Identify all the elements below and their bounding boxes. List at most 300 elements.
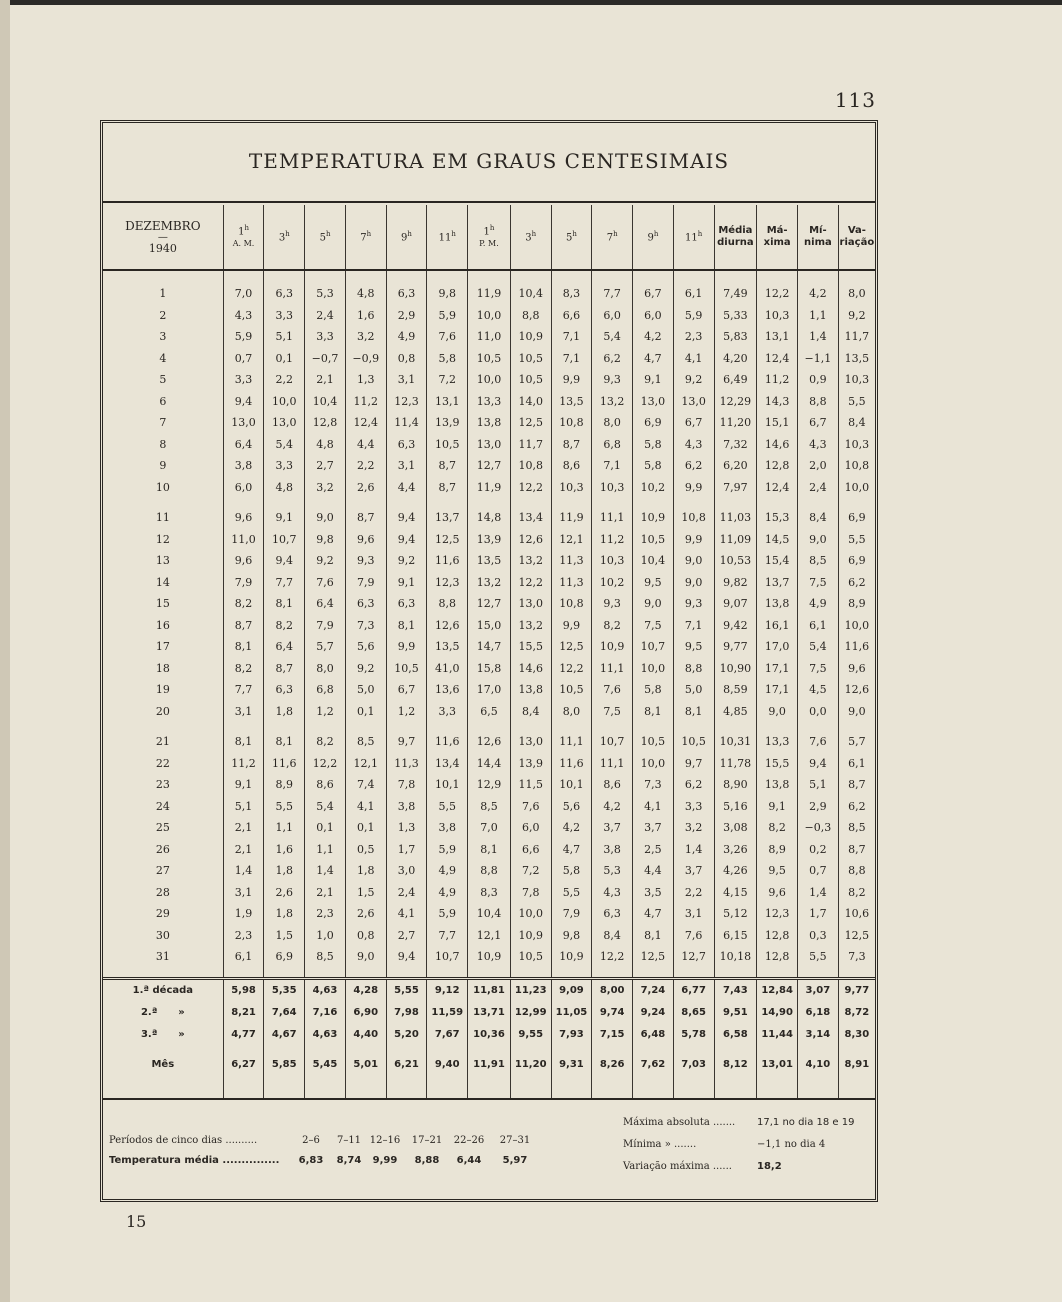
temperature-cell: 5,4 — [264, 434, 305, 456]
page-left-edge — [0, 0, 10, 1302]
temperature-cell: 7,7 — [427, 925, 468, 947]
day-row — [103, 550, 875, 572]
temperature-cell: 9,6 — [223, 507, 264, 529]
spacer-cell — [264, 1084, 305, 1099]
temperature-cell: 13,8 — [757, 774, 798, 796]
temperature-cell: 6,1 — [798, 615, 839, 637]
temperature-cell: 12,2 — [305, 753, 346, 775]
temperature-cell: 9,0 — [798, 529, 839, 551]
temperature-cell: 6,3 — [386, 283, 427, 305]
temperature-cell: 5,4 — [592, 326, 633, 348]
decade-value: 9,24 — [633, 1002, 674, 1024]
title-rule — [103, 201, 875, 203]
temperature-cell: 8,5 — [798, 550, 839, 572]
spacer-cell — [757, 722, 798, 731]
temperature-cell: 8,2 — [223, 593, 264, 615]
temperature-cell: 10,9 — [510, 326, 551, 348]
temperature-cell: 6,49 — [714, 369, 757, 391]
temperature-cell: 2,4 — [386, 882, 427, 904]
decade-value: 8,72 — [838, 1002, 875, 1024]
temperature-cell: 4,3 — [223, 305, 264, 327]
temperature-cell: 10,0 — [510, 903, 551, 925]
temperature-cell: 11,6 — [427, 550, 468, 572]
temperature-cell: 8,0 — [592, 412, 633, 434]
temperature-cell: 7,6 — [510, 796, 551, 818]
decade-value: 7,15 — [592, 1024, 633, 1046]
temperature-cell: 7,1 — [551, 326, 592, 348]
temperature-cell: 6,4 — [264, 636, 305, 658]
hour-num: 7 — [360, 232, 367, 244]
temperature-cell: 10,8 — [551, 412, 592, 434]
temperature-cell: 8,1 — [223, 636, 264, 658]
spacer-cell — [757, 1084, 798, 1099]
decade-value: 3,14 — [798, 1024, 839, 1046]
temperature-cell: 9,42 — [714, 615, 757, 637]
spacer-cell — [838, 270, 875, 283]
temperature-cell: 12,5 — [551, 636, 592, 658]
temperature-cell: 12,1 — [551, 529, 592, 551]
temperature-cell: 5,8 — [427, 348, 468, 370]
temperature-cell: 9,2 — [673, 369, 714, 391]
page-title: TEMPERATURA EM GRAUS CENTESIMAIS — [248, 149, 730, 173]
temperature-cell: 0,7 — [223, 348, 264, 370]
temperature-cell: 10,9 — [468, 946, 511, 968]
temperature-cell: 8,1 — [264, 593, 305, 615]
min-value: −1,1 no dia 4 — [757, 1139, 826, 1150]
hour-header-7pm — [592, 205, 633, 270]
table-bottom-row — [103, 1084, 875, 1099]
temperature-cell: 7,7 — [592, 283, 633, 305]
temperature-cell: 4,2 — [798, 283, 839, 305]
spacer-cell — [838, 1084, 875, 1099]
temperature-cell: 7,6 — [798, 731, 839, 753]
day-number: 3 — [159, 330, 167, 344]
header-line: Má- — [766, 225, 788, 236]
temperature-cell: 5,9 — [427, 903, 468, 925]
period-temp: 6,44 — [456, 1155, 482, 1166]
temperature-cell: 1,2 — [386, 701, 427, 723]
temperature-cell: 9,0 — [305, 507, 346, 529]
temperature-cell: 5,5 — [551, 882, 592, 904]
hour-sup: h — [407, 229, 412, 238]
header-line: Mí- — [809, 225, 827, 236]
temperature-cell: 11,7 — [510, 434, 551, 456]
temperature-cell: −0,7 — [305, 348, 346, 370]
temperature-cell: 12,2 — [592, 946, 633, 968]
decade-row — [103, 1024, 875, 1046]
temperature-cell: 8,7 — [427, 477, 468, 499]
temperature-cell: 0,2 — [798, 839, 839, 861]
temperature-cell: 12,3 — [427, 572, 468, 594]
temperature-cell: 8,2 — [757, 817, 798, 839]
temperature-cell: 8,2 — [305, 731, 346, 753]
temperature-cell: 13,2 — [592, 391, 633, 413]
temperature-cell: 13,3 — [468, 391, 511, 413]
period-temp: 8,74 — [336, 1155, 362, 1166]
decade-value: 8,30 — [838, 1024, 875, 1046]
temperature-cell: 12,4 — [757, 348, 798, 370]
temperature-cell: 6,8 — [305, 679, 346, 701]
temperature-cell: 5,9 — [223, 326, 264, 348]
temperature-cell: 12,7 — [673, 946, 714, 968]
temperature-cell: 16,1 — [757, 615, 798, 637]
temperature-cell: 10,3 — [757, 305, 798, 327]
temperature-cell: 3,7 — [592, 817, 633, 839]
temperature-cell: 10,5 — [633, 731, 674, 753]
temperature-cell: 9,9 — [551, 615, 592, 637]
decade-label: 1.ª década — [103, 978, 223, 1002]
temperature-cell: 9,1 — [757, 796, 798, 818]
decade-value: 4,28 — [345, 978, 386, 1002]
temperature-cell: 8,0 — [305, 658, 346, 680]
spacer-cell — [551, 722, 592, 731]
temperature-cell: 0,7 — [798, 860, 839, 882]
period-value: 17–21 — [411, 1135, 443, 1146]
decade-value: 4,40 — [345, 1024, 386, 1046]
period-value: 12–16 — [369, 1135, 401, 1146]
temperature-cell: 4,15 — [714, 882, 757, 904]
temperature-cell: 15,4 — [757, 550, 798, 572]
temperature-cell: 5,4 — [798, 636, 839, 658]
temperature-cell: 4,3 — [592, 882, 633, 904]
temperature-cell: 9,0 — [757, 701, 798, 723]
temperature-cell: 6,2 — [592, 348, 633, 370]
temperature-cell: 8,7 — [264, 658, 305, 680]
temperature-cell: 1,7 — [798, 903, 839, 925]
temperature-cell: 8,5 — [838, 817, 875, 839]
spacer-cell — [223, 968, 264, 979]
temperature-cell: 10,7 — [427, 946, 468, 968]
day-number: 4 — [159, 351, 167, 365]
month-value: 8,26 — [592, 1046, 633, 1084]
temperature-cell: 3,3 — [305, 326, 346, 348]
temperature-cell: 9,9 — [673, 477, 714, 499]
temperature-cell: 9,7 — [673, 753, 714, 775]
temperature-cell: 13,0 — [673, 391, 714, 413]
spacer-cell — [510, 498, 551, 507]
spacer-cell — [264, 968, 305, 979]
spacer-cell — [427, 968, 468, 979]
decade-value: 11,44 — [757, 1024, 798, 1046]
temperature-cell: 3,1 — [386, 455, 427, 477]
temperature-cell: 10,2 — [592, 572, 633, 594]
temperature-cell: 12,7 — [468, 455, 511, 477]
variacao-header — [838, 205, 875, 270]
temperature-cell: 11,4 — [386, 412, 427, 434]
temperature-cell: 11,9 — [468, 283, 511, 305]
decade-value: 8,65 — [673, 1002, 714, 1024]
temperature-cell: 15,0 — [468, 615, 511, 637]
decade-label: 3.ª » — [140, 1029, 185, 1040]
temperature-cell: 6,2 — [838, 572, 875, 594]
temperature-cell: 6,7 — [633, 283, 674, 305]
temperature-cell: 1,8 — [264, 701, 305, 723]
temperature-cell: 6,0 — [510, 817, 551, 839]
temperature-cell: 5,33 — [714, 305, 757, 327]
temperature-cell: 4,7 — [633, 903, 674, 925]
temperature-cell: 5,5 — [838, 529, 875, 551]
temperature-cell: 12,8 — [757, 925, 798, 947]
temperature-cell: 0,8 — [345, 925, 386, 947]
temperature-cell: 7,6 — [673, 925, 714, 947]
temperature-cell: 11,1 — [592, 658, 633, 680]
day-number: 31 — [155, 950, 170, 964]
period-value: 22–26 — [453, 1135, 485, 1146]
decade-value: 6,90 — [345, 1002, 386, 1024]
temperature-cell: 8,5 — [345, 731, 386, 753]
spacer-cell — [345, 270, 386, 283]
temperature-cell: 9,6 — [345, 529, 386, 551]
temperature-cell: 9,4 — [264, 550, 305, 572]
temperature-cell: 11,2 — [345, 391, 386, 413]
temperature-cell: 10,2 — [633, 477, 674, 499]
spacer-cell — [510, 722, 551, 731]
day-row — [103, 860, 875, 882]
temperature-cell: −1,1 — [798, 348, 839, 370]
temperature-cell: 12,5 — [427, 529, 468, 551]
temperature-cell: 10,6 — [838, 903, 875, 925]
hour-header-1am — [223, 205, 264, 270]
temperature-cell: 8,2 — [838, 882, 875, 904]
temperature-cell: 5,7 — [305, 636, 346, 658]
period-value: 7–11 — [336, 1135, 362, 1146]
header-line: riação — [839, 237, 875, 248]
spacer-cell — [714, 498, 757, 507]
temperature-cell: 8,9 — [264, 774, 305, 796]
decade-value: 4,77 — [223, 1024, 264, 1046]
temperature-cell: 12,6 — [427, 615, 468, 637]
temperature-cell: 6,9 — [838, 507, 875, 529]
temperature-cell: 13,4 — [510, 507, 551, 529]
spacer-cell — [510, 968, 551, 979]
hour-num: 5 — [319, 232, 326, 244]
temperature-cell: 8,8 — [838, 860, 875, 882]
temperature-cell: 9,9 — [386, 636, 427, 658]
header-line: xima — [763, 237, 791, 248]
temperature-cell: 11,3 — [551, 550, 592, 572]
decade-row — [103, 1002, 875, 1024]
temperature-cell: 5,6 — [345, 636, 386, 658]
hour-sup: h — [366, 229, 372, 238]
temperature-cell: 8,7 — [551, 434, 592, 456]
temperature-cell: 1,4 — [673, 839, 714, 861]
temperature-cell: 2,9 — [386, 305, 427, 327]
spacer-cell — [633, 498, 674, 507]
day-row — [103, 507, 875, 529]
spacer-cell — [103, 722, 223, 731]
temperature-cell: 7,1 — [592, 455, 633, 477]
temperature-cell: 9,5 — [757, 860, 798, 882]
temperature-cell: 11,6 — [427, 731, 468, 753]
temperature-cell: 13,5 — [551, 391, 592, 413]
decade-value: 11,81 — [468, 978, 511, 1002]
temperature-cell: 9,1 — [633, 369, 674, 391]
temperature-cell: 10,0 — [633, 753, 674, 775]
day-row — [103, 391, 875, 413]
temperature-cell: 8,6 — [551, 455, 592, 477]
maxima-header — [757, 205, 798, 270]
temperature-cell: 10,31 — [714, 731, 757, 753]
temperature-cell: 9,0 — [673, 550, 714, 572]
decade-value: 13,71 — [468, 1002, 511, 1024]
temperature-cell: 12,6 — [468, 731, 511, 753]
temperature-cell: 5,16 — [714, 796, 757, 818]
spacer-row — [103, 722, 875, 731]
temperature-cell: 2,5 — [633, 839, 674, 861]
day-number: 23 — [155, 778, 170, 792]
temperature-cell: 3,3 — [264, 305, 305, 327]
temperature-cell: 13,9 — [468, 529, 511, 551]
temperature-cell: 10,8 — [838, 455, 875, 477]
temperature-cell: 7,97 — [714, 477, 757, 499]
temperature-cell: 11,1 — [592, 753, 633, 775]
temperature-cell: 8,4 — [592, 925, 633, 947]
temperature-cell: 4,8 — [264, 477, 305, 499]
temperature-cell: 7,9 — [551, 903, 592, 925]
decade-value: 4,67 — [264, 1024, 305, 1046]
spacer-cell — [103, 1084, 223, 1099]
temperature-cell: 7,2 — [427, 369, 468, 391]
day-number: 24 — [155, 799, 170, 813]
temperature-cell: 3,08 — [714, 817, 757, 839]
decade-value: 9,12 — [427, 978, 468, 1002]
spacer-cell — [714, 722, 757, 731]
temperature-cell: 13,8 — [468, 412, 511, 434]
temperature-cell: 13,2 — [468, 572, 511, 594]
month-label: DEZEMBRO — [125, 219, 201, 234]
day-number: 9 — [159, 459, 167, 473]
spacer-cell — [345, 968, 386, 979]
decade-value: 6,48 — [633, 1024, 674, 1046]
temperature-cell: 1,5 — [264, 925, 305, 947]
footer-section — [103, 1107, 875, 1197]
header-line: nima — [804, 237, 832, 248]
spacer-cell — [103, 498, 223, 507]
temperature-cell: 0,1 — [264, 348, 305, 370]
decade-value: 11,59 — [427, 1002, 468, 1024]
summary-rows — [103, 978, 875, 1099]
temperature-cell: 12,29 — [714, 391, 757, 413]
temperature-cell: 5,5 — [798, 946, 839, 968]
temperature-cell: 6,1 — [838, 753, 875, 775]
temperature-cell: 1,3 — [386, 817, 427, 839]
spacer-cell — [427, 1084, 468, 1099]
temperature-cell: 4,20 — [714, 348, 757, 370]
temperature-cell: 10,0 — [468, 369, 511, 391]
temperature-cell: 6,0 — [592, 305, 633, 327]
spacer-cell — [673, 1084, 714, 1099]
temperature-cell: 0,1 — [345, 817, 386, 839]
temperature-cell: 13,8 — [757, 593, 798, 615]
temperature-cell: 12,5 — [838, 925, 875, 947]
temperature-cell: 11,5 — [510, 774, 551, 796]
temperature-cell: 2,7 — [386, 925, 427, 947]
temperature-cell: 7,4 — [345, 774, 386, 796]
day-number: 14 — [155, 575, 170, 589]
temperature-cell: 6,3 — [345, 593, 386, 615]
spacer-cell — [223, 722, 264, 731]
hour-header-7am — [345, 205, 386, 270]
decade-value: 9,09 — [551, 978, 592, 1002]
temperature-cell: 12,2 — [551, 658, 592, 680]
temperature-cell: 10,0 — [633, 658, 674, 680]
day-number: 22 — [155, 756, 170, 770]
temperature-cell: 7,6 — [305, 572, 346, 594]
hour-num: 9 — [401, 232, 408, 244]
temperature-cell: 13,0 — [264, 412, 305, 434]
temperature-cell: 8,0 — [838, 283, 875, 305]
temperature-cell: 7,5 — [798, 572, 839, 594]
spacer-cell — [103, 968, 223, 979]
decade-value: 8,00 — [592, 978, 633, 1002]
header-line: diurna — [717, 237, 754, 248]
spacer-cell — [468, 968, 511, 979]
temperature-cell: 4,8 — [305, 434, 346, 456]
temperature-cell: 8,7 — [345, 507, 386, 529]
day-row — [103, 636, 875, 658]
temperature-cell: 2,4 — [305, 305, 346, 327]
month-row — [103, 1046, 875, 1084]
month-value: 11,91 — [468, 1046, 511, 1084]
temperature-cell: 7,0 — [223, 283, 264, 305]
decade-value: 4,63 — [305, 978, 346, 1002]
temperature-cell: 10,0 — [264, 391, 305, 413]
temperature-cell: 2,3 — [305, 903, 346, 925]
temperature-cell: 10,0 — [468, 305, 511, 327]
temperature-cell: 7,0 — [468, 817, 511, 839]
month-value: 6,21 — [386, 1046, 427, 1084]
day-number: 19 — [155, 683, 170, 697]
decade-value: 7,93 — [551, 1024, 592, 1046]
day-row — [103, 305, 875, 327]
temperature-cell: 3,8 — [386, 796, 427, 818]
temperature-cell: 13,0 — [468, 434, 511, 456]
temperature-cell: 7,1 — [673, 615, 714, 637]
day-row — [103, 701, 875, 723]
temperature-cell: 2,6 — [345, 903, 386, 925]
temperature-cell: 6,1 — [673, 283, 714, 305]
temperature-cell: 11,3 — [386, 753, 427, 775]
hour-num: 11 — [685, 232, 698, 244]
temperature-cell: 5,9 — [673, 305, 714, 327]
hour-num: 5 — [566, 232, 573, 244]
temperature-cell: 6,0 — [223, 477, 264, 499]
temperature-cell: 1,0 — [305, 925, 346, 947]
temperature-cell: 7,3 — [633, 774, 674, 796]
header-line: Média — [718, 225, 753, 236]
temperature-cell: 10,8 — [551, 593, 592, 615]
temperature-media-label: Temperatura média ............... — [109, 1155, 280, 1166]
temperature-cell: 3,2 — [305, 477, 346, 499]
temperature-cell: 1,5 — [345, 882, 386, 904]
temperature-cell: 11,1 — [551, 731, 592, 753]
decade-value: 7,98 — [386, 1002, 427, 1024]
spacer-cell — [468, 1084, 511, 1099]
temperature-cell: 11,09 — [714, 529, 757, 551]
temperature-cell: 4,1 — [345, 796, 386, 818]
temperature-cell: 11,0 — [223, 529, 264, 551]
temperature-cell: 3,1 — [386, 369, 427, 391]
decade-value: 8,21 — [223, 1002, 264, 1024]
temperature-cell: 12,2 — [510, 477, 551, 499]
temperature-cell: 0,3 — [798, 925, 839, 947]
temperature-cell: 15,5 — [757, 753, 798, 775]
temperature-cell: 10,5 — [633, 529, 674, 551]
table-frame — [100, 120, 878, 1202]
temperature-cell: 11,2 — [757, 369, 798, 391]
temperature-cell: 13,6 — [427, 679, 468, 701]
decade-value: 9,55 — [510, 1024, 551, 1046]
